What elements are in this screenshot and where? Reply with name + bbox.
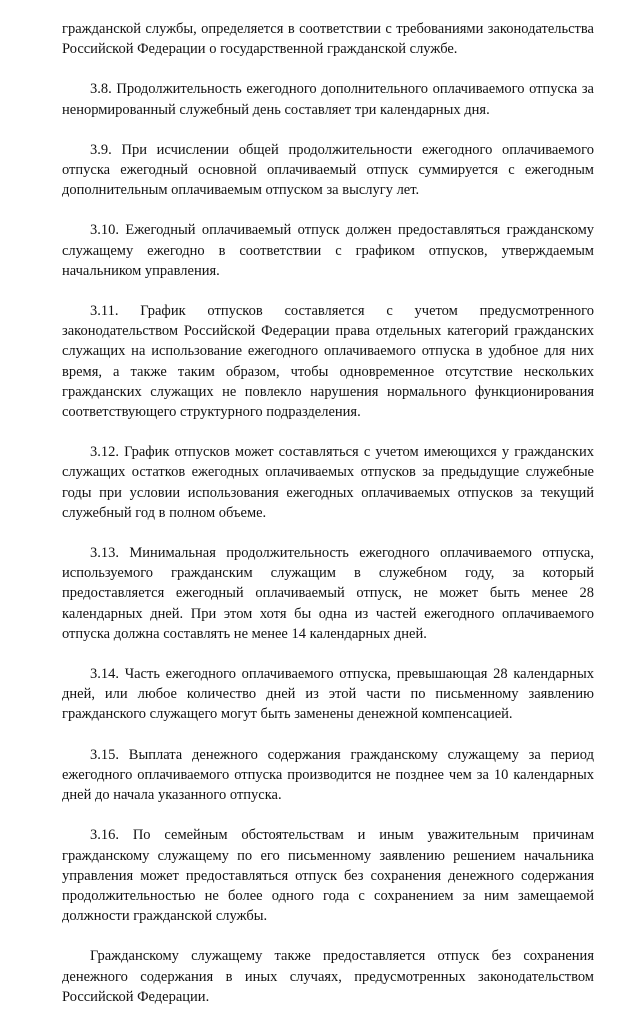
document-page <box>62 19 594 1027</box>
paragraph-3-12: 3.12. График отпусков может составляться с учетом имеющихся у гражданских служащих остатков ежегодных оплачиваемых отпусков за предыдущие служебные годы при условии использования ежегодных оплачиваемых отпусков за текущий служебный год в полном объеме. <box>62 444 594 521</box>
paragraph-3-9: 3.9. При исчислении общей продолжительности ежегодного оплачиваемого отпуска ежегодный основной оплачиваемый отпуск суммируется с ежегодным дополнительным оплачиваемым отпуском за выслугу лет. <box>62 141 594 199</box>
paragraph-3-16: 3.16. По семейным обстоятельствам и иным уважительным причинам гражданскому служащему по его письменному заявлению решением начальника управления может предоставляться отпуск без сохранения денежного содержания продолжительностью не более одного года с сохранением за ним замещаемой должности гражданской службы. <box>62 827 594 925</box>
paragraph-3-15: 3.15. Выплата денежного содержания гражданскому служащему за период ежегодного оплачиваемого отпуска производится не позднее чем за 10 календарных дней до начала указанного отпуска. <box>62 746 594 804</box>
paragraph-3-10: 3.10. Ежегодный оплачиваемый отпуск должен предоставляться гражданскому служащему ежегодно в соответствии с графиком отпусков, утверждаемым начальником управления. <box>62 222 594 279</box>
paragraph-3-13: 3.13. Минимальная продолжительность ежегодного оплачиваемого отпуска, используемого гражданским служащим в служебном году, за который предоставляется ежегодный оплачиваемый отпуск, не может быть менее 28 календарных дней. При этом хотя бы одна из частей ежегодного оплачиваемого отпуска должна составлять не менее 14 календарных дней. <box>62 545 594 642</box>
paragraph-continuation: гражданской службы, определяется в соответствии с требованиями законодательства Российской Федерации о государственной гражданской службе. <box>62 21 594 58</box>
paragraph-3-11: 3.11. График отпусков составляется с учетом предусмотренного законодательством Российской Федерации права отдельных категорий гражданских служащих на использование ежегодного оплачиваемого отпуска в удобное для них время, а также таким образом, чтобы одновременное отсутствие нескольких гражданских служащих не повлекло нарушения нормального функционирования соответствующего структурного подразделения. <box>62 303 594 421</box>
paragraph-3-8: 3.8. Продолжительность ежегодного дополнительного оплачиваемого отпуска за ненормированный служебный день составляет три календарных дня. <box>62 81 594 118</box>
paragraph-unpaid-leave-other: Гражданскому служащему также предоставляется отпуск без сохранения денежного содержания в иных случаях, предусмотренных законодательством Российской Федерации. <box>62 948 594 1005</box>
paragraph-3-14: 3.14. Часть ежегодного оплачиваемого отпуска, превышающая 28 календарных дней, или любое количество дней из этой части по письменному заявлению гражданского служащего могут быть заменены денежной компенсацией. <box>62 666 594 723</box>
